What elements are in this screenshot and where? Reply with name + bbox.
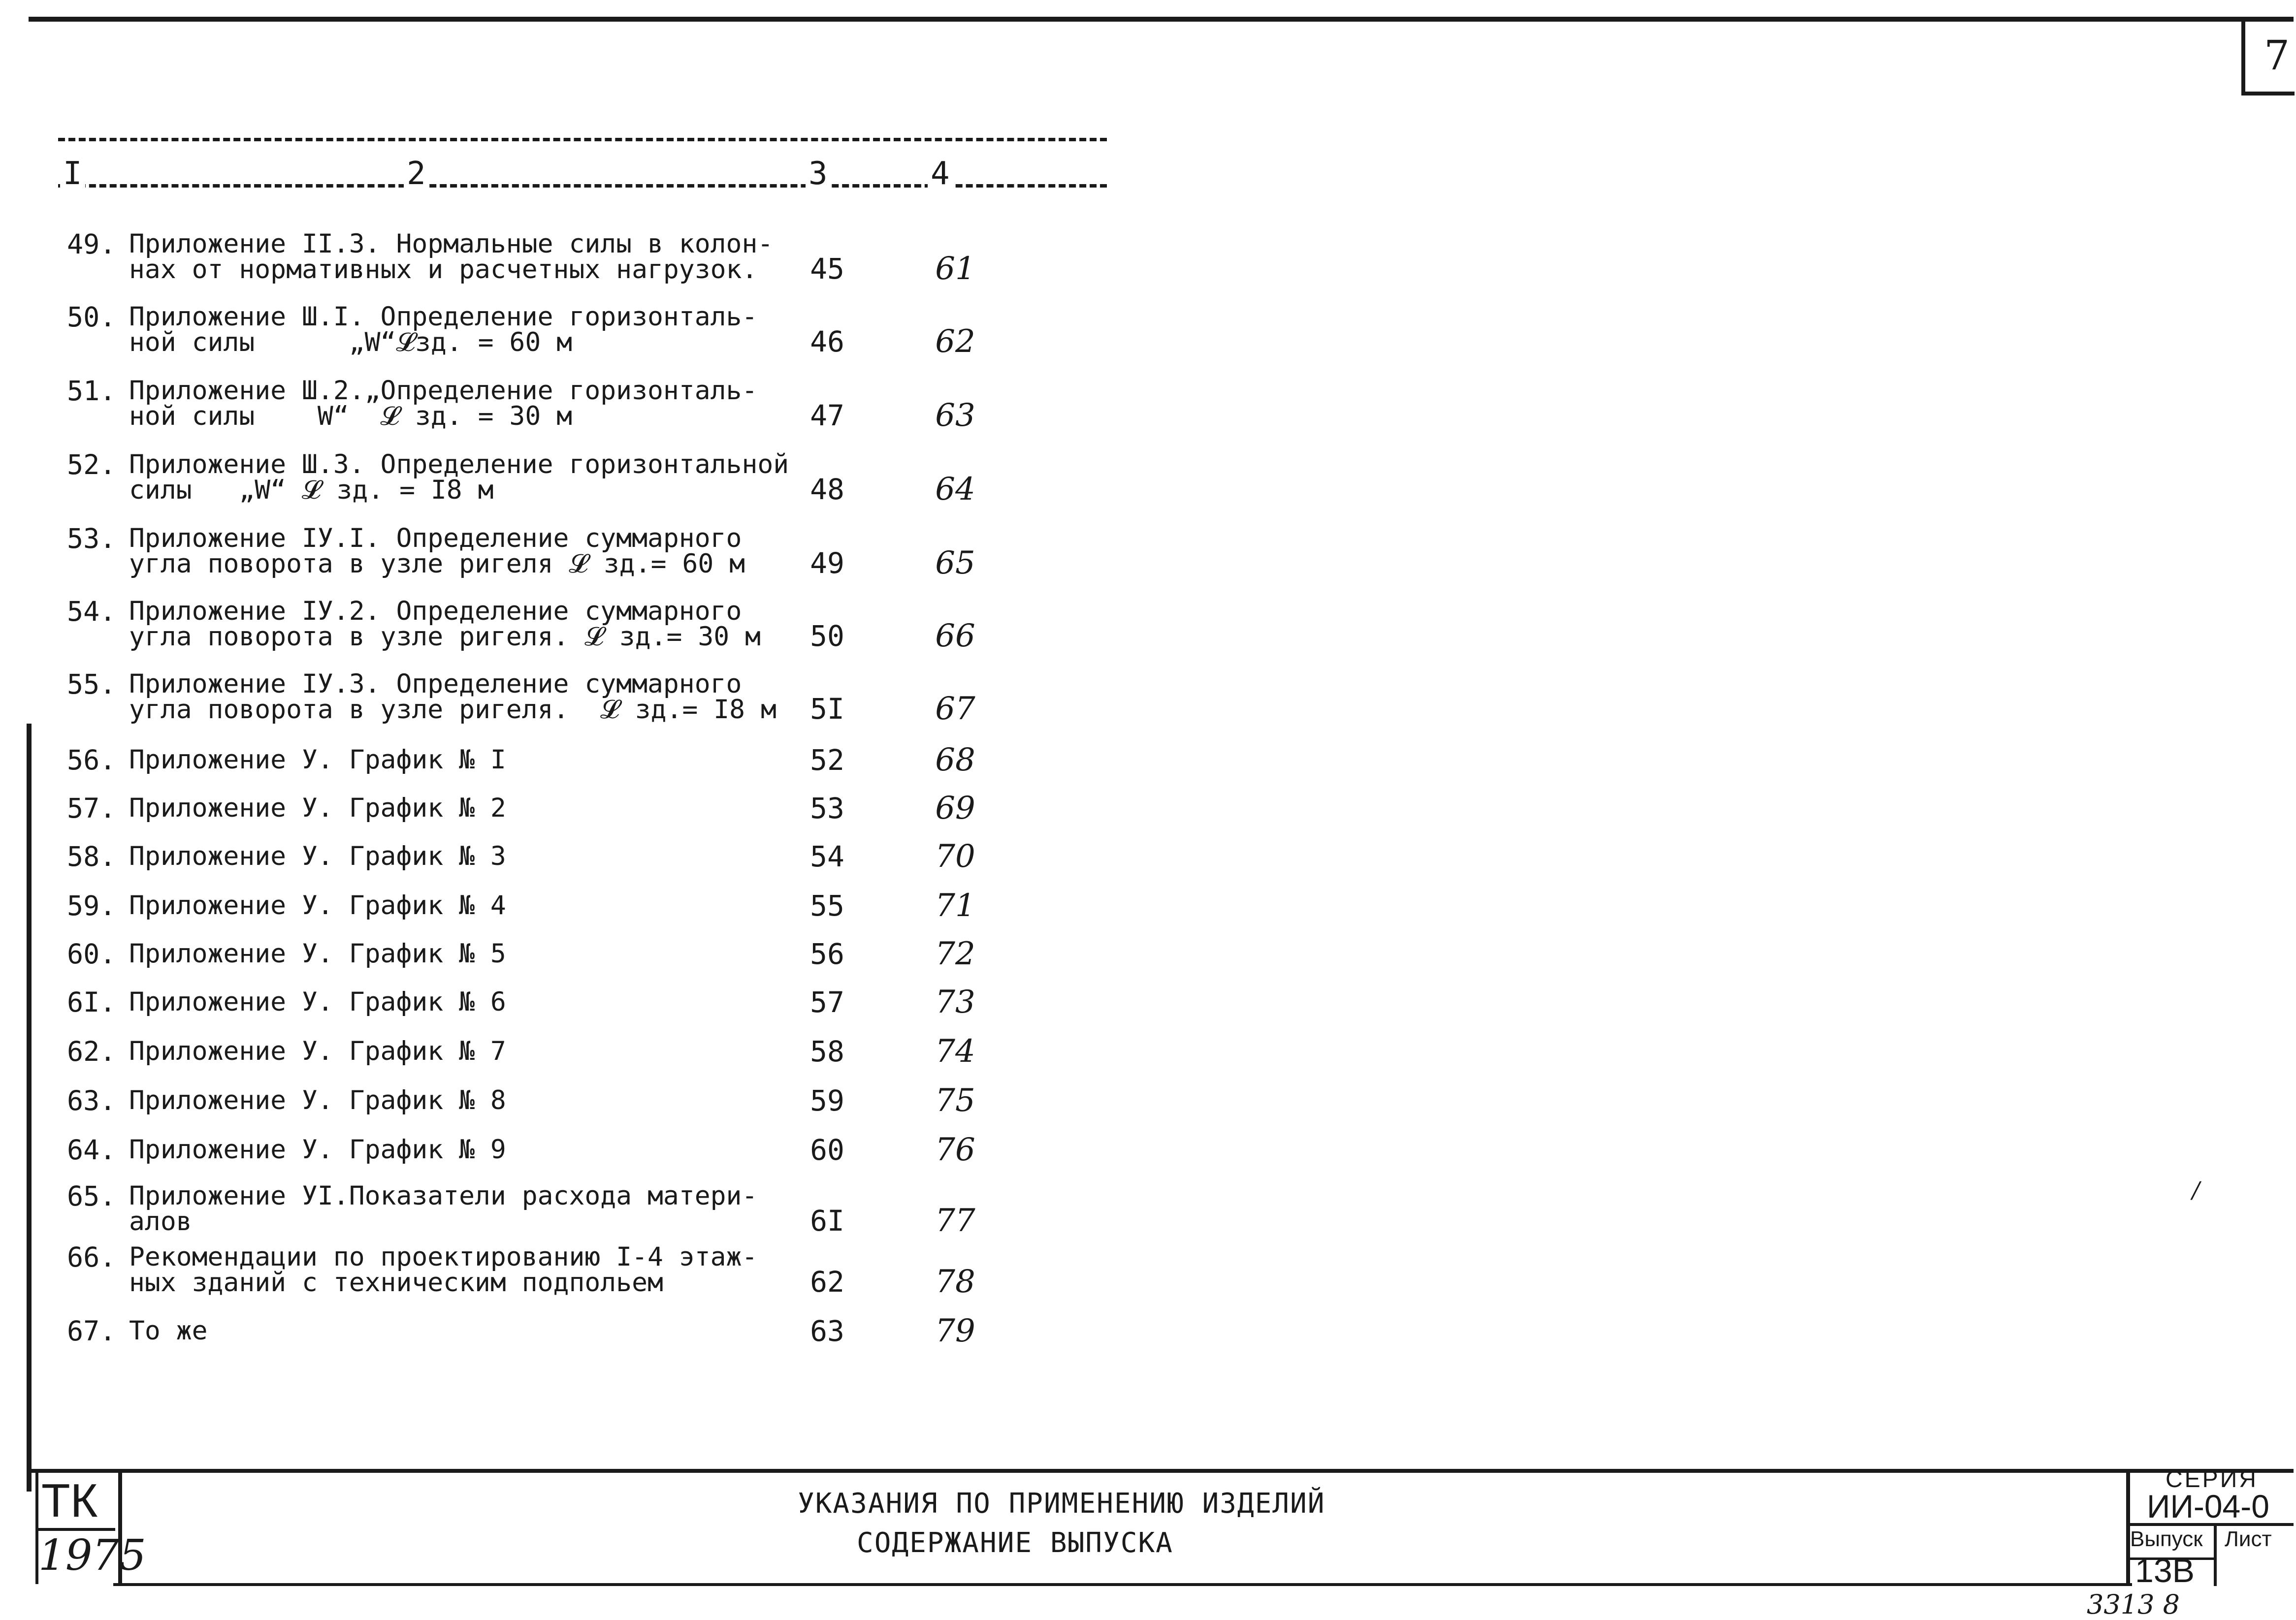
item-number: 49.	[67, 228, 116, 260]
item-page-4: 68	[935, 742, 975, 778]
item-page-4: 76	[935, 1132, 975, 1168]
item-page-3: 6I	[810, 1204, 844, 1238]
item-title: Приложение УI.Показатели расхода матери- алов	[129, 1181, 758, 1237]
item-page-4: 77	[935, 1203, 975, 1239]
top-frame-line	[29, 17, 2294, 22]
item-page-4: 66	[935, 618, 975, 654]
item-title: Приложение Ш.2.„Определение горизонталь- ной силы W“ 𝓛 зд. = 30 м	[129, 376, 758, 431]
column-number-4: 4	[928, 156, 953, 192]
item-page-4: 69	[935, 790, 975, 826]
sheet-number: 7	[2264, 32, 2290, 79]
item-number: 52.	[67, 449, 116, 480]
column-number-1: I	[60, 156, 85, 192]
item-number: 53.	[67, 523, 116, 554]
item-title: Приложение Ш.3. Определение горизонтальной силы „W“ 𝓛 зд. = I8 м	[129, 449, 789, 505]
item-page-4: 70	[935, 838, 975, 875]
item-number: 54.	[67, 596, 116, 627]
item-title: Приложение У. График № 9	[129, 1135, 506, 1165]
item-title: Приложение IУ.I. Определение суммарного угла поворота в узле ригеля 𝓛 зд.= 60 м	[129, 523, 745, 579]
item-title: Приложение IУ.2. Определение суммарного угла поворота в узле ригеля. 𝓛 зд.= 30 м	[129, 596, 761, 652]
stray-pen-mark: /	[2192, 1176, 2200, 1203]
item-number: 6I.	[67, 986, 116, 1018]
item-number: 50.	[67, 301, 116, 333]
item-page-3: 57	[810, 985, 844, 1019]
item-number: 66.	[67, 1241, 116, 1273]
item-number: 60.	[67, 938, 116, 970]
item-page-3: 60	[810, 1133, 844, 1167]
item-page-3: 5I	[810, 692, 844, 726]
item-page-3: 50	[810, 619, 844, 653]
item-title: Приложение IУ.3. Определение суммарного угла поворота в узле ригеля. 𝓛 зд.= I8 м	[129, 669, 776, 725]
document-subtitle: СОДЕРЖАНИЕ ВЫПУСКА	[857, 1527, 1173, 1559]
document-title: УКАЗАНИЯ ПО ПРИМЕНЕНИЮ ИЗДЕЛИЙ	[798, 1488, 1326, 1520]
series-label: СЕРИЯ	[2166, 1466, 2258, 1493]
item-title: Приложение У. График № I	[129, 745, 506, 775]
item-page-4: 79	[935, 1313, 975, 1349]
item-page-4: 73	[935, 984, 975, 1020]
item-page-4: 63	[935, 397, 975, 434]
issue-value: 13В	[2135, 1552, 2195, 1589]
item-page-3: 62	[810, 1265, 844, 1299]
item-page-3: 63	[810, 1314, 844, 1348]
item-number: 65.	[67, 1180, 116, 1212]
item-number: 55.	[67, 668, 116, 700]
item-number: 62.	[67, 1036, 116, 1067]
item-page-3: 56	[810, 937, 844, 971]
title-block-bottom-line	[113, 1583, 2132, 1586]
item-page-3: 54	[810, 840, 844, 873]
item-number: 57.	[67, 793, 116, 824]
item-title: Приложение У. График № 2	[129, 793, 506, 823]
item-number: 56.	[67, 744, 116, 776]
item-title: То же	[129, 1316, 208, 1346]
item-page-3: 55	[810, 889, 844, 922]
archive-note: 3313 8	[2087, 1589, 2180, 1620]
item-page-4: 72	[935, 936, 975, 972]
item-title: Приложение У. График № 4	[129, 890, 506, 921]
stamp-label: ТК	[41, 1474, 98, 1527]
sheet-label: Лист	[2225, 1527, 2272, 1551]
item-page-3: 47	[810, 399, 844, 432]
item-title: Приложение У. График № 5	[129, 939, 506, 969]
item-page-4: 78	[935, 1264, 975, 1300]
stamp-year: 1975	[38, 1531, 146, 1580]
item-page-4: 74	[935, 1033, 975, 1070]
item-title: Приложение Ш.I. Определение горизонталь- ной силы „W“𝓛зд. = 60 м	[129, 302, 758, 357]
item-number: 67.	[67, 1315, 116, 1347]
item-page-4: 71	[935, 888, 975, 924]
item-page-3: 49	[810, 546, 844, 580]
item-page-3: 45	[810, 252, 844, 286]
item-page-4: 62	[935, 323, 975, 360]
column-number-3: 3	[806, 156, 831, 192]
issue-divider	[2214, 1523, 2217, 1586]
header-dash-line	[58, 138, 1107, 141]
item-number: 51.	[67, 375, 116, 407]
item-page-3: 58	[810, 1035, 844, 1068]
item-page-3: 46	[810, 325, 844, 358]
item-title: Рекомендации по проектированию I-4 этаж- ных зданий с техническим подпольем	[129, 1242, 758, 1298]
item-page-3: 59	[810, 1084, 844, 1117]
item-page-4: 65	[935, 545, 975, 581]
item-page-3: 48	[810, 473, 844, 506]
item-page-4: 67	[935, 691, 975, 727]
item-page-4: 75	[935, 1082, 975, 1119]
item-page-4: 61	[935, 251, 975, 287]
item-page-3: 52	[810, 743, 844, 777]
item-title: Приложение У. График № 6	[129, 987, 506, 1017]
title-block-top-line	[29, 1469, 2294, 1473]
item-title: Приложение У. График № 8	[129, 1085, 506, 1115]
item-page-3: 53	[810, 792, 844, 825]
item-title: Приложение У. График № 3	[129, 841, 506, 871]
item-title: Приложение II.3. Нормальные силы в колон- нах от нормативных и расчетных нагрузок.	[129, 229, 774, 285]
item-page-4: 64	[935, 471, 975, 508]
issue-label: Выпуск	[2130, 1527, 2203, 1551]
item-title: Приложение У. График № 7	[129, 1036, 506, 1066]
series-code: ИИ-04-0	[2147, 1488, 2269, 1525]
left-frame-line	[27, 724, 32, 1492]
item-number: 58.	[67, 841, 116, 872]
item-number: 64.	[67, 1134, 116, 1166]
item-number: 59.	[67, 890, 116, 921]
column-number-2: 2	[404, 156, 429, 192]
item-number: 63.	[67, 1085, 116, 1116]
